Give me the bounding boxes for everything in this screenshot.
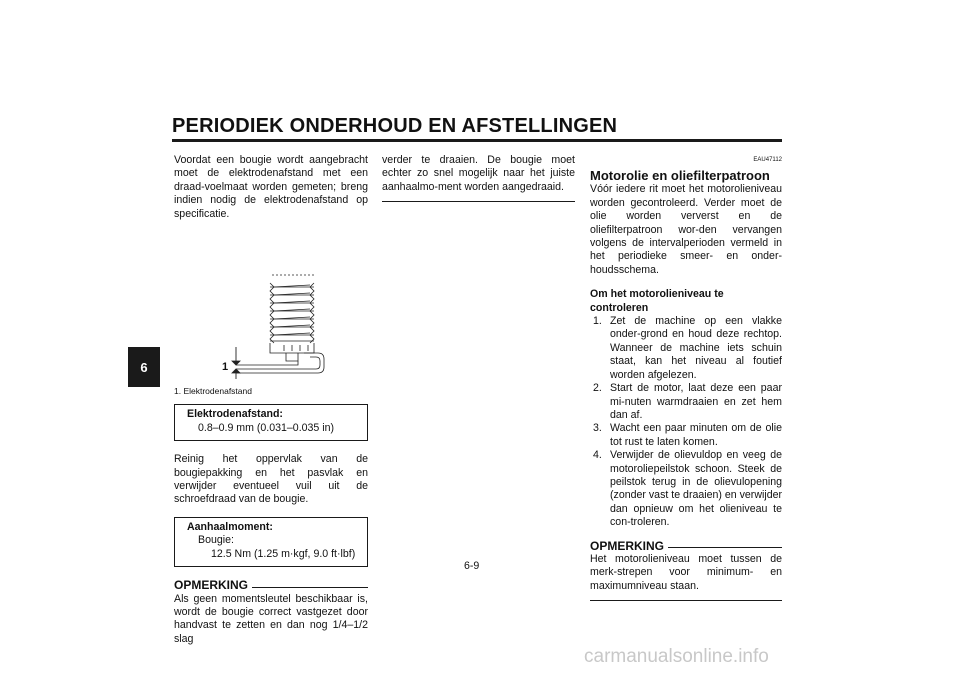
note-text: Als geen momentsleutel beschikbaar is, wordt de bougie correct vastgezet door handvast te zetten en dan nog 1/4–1/2 slag (174, 592, 368, 645)
note-title: OPMERKING (174, 578, 249, 593)
note-end-rule-2 (590, 600, 782, 601)
chapter-tab: 6 (128, 347, 160, 387)
spec-title: Elektrodenafstand: (187, 408, 283, 421)
section-intro: Vóór iedere rit moet het motorolieniveau worden gecontroleerd. Verder moet de olie worden ververst en de oliefilterpatroon wor-den vervangen volgens de intervalperioden vermeld in het periodieke smeer- en onder-houdsschema. (590, 183, 782, 276)
header-rule (172, 139, 782, 142)
spark-plug-gap-illustration (174, 229, 368, 379)
clean-paragraph: Reinig het oppervlak van de bougiepakking en het pasvlak en verwijder eventueel vuil uit de schroefdraad van de bougie. (174, 453, 368, 506)
column-1 (174, 154, 368, 646)
watermark: carmanualsonline.info (584, 646, 769, 667)
list-item: 2. Start de motor, laat deze een paar mi-nuten warmdraaien en zet hem dan af. (593, 382, 782, 421)
gap-spec-box (174, 404, 368, 441)
section-title: Motorolie en oliefilterpatroon (590, 168, 770, 184)
check-subheading: Om het motorolieniveau te controleren (590, 288, 724, 314)
note-heading-2 (590, 540, 782, 553)
note-heading (174, 579, 368, 592)
spark-plug-figure (174, 229, 368, 379)
steps-list (590, 315, 782, 530)
note-continuation: verder te draaien. De bougie moet echter zo snel mogelijk naar het juiste aanhaalmo-ment worden aangedraaid. (382, 154, 575, 193)
figure-label-1: 1 (222, 361, 229, 374)
column-2 (382, 154, 575, 202)
column-3 (590, 154, 782, 601)
list-item: 4. Verwijder de olievuldop en veeg de motoroliepeilstok schoon. Steek de peilstok terug in de olievulopening (zonder vast te draaien) en verwijder dan opnieuw om het olieniveau te con-troleren. (593, 449, 782, 529)
spec-value: 0.8–0.9 mm (0.031–0.035 in) (198, 421, 335, 434)
note-title-2: OPMERKING (590, 538, 665, 553)
page-number: 6-9 (464, 560, 480, 572)
list-item: 3. Wacht een paar minuten om de olie tot rust te laten komen. (593, 422, 782, 448)
torque-title: Aanhaalmoment: (187, 520, 273, 533)
note-end-rule (382, 201, 575, 202)
torque-item: Bougie: (198, 534, 234, 547)
torque-value: 12.5 Nm (1.25 m·kgf, 9.0 ft·lbf) (211, 547, 356, 560)
torque-spec-box (174, 517, 368, 567)
page-title: PERIODIEK ONDERHOUD EN AFSTELLINGEN (172, 115, 618, 137)
note-text-2: Het motorolieniveau moet tussen de merk-strepen voor minimum- en maximumniveau staan. (590, 552, 782, 592)
intro-paragraph: Voordat een bougie wordt aangebracht moet de elektrodenafstand met een draad-voelmaat worden gemeten; breng indien nodig de elektrodenafstand op specificatie. (174, 154, 368, 220)
list-item: 1. Zet de machine op een vlakke onder-grond en houd deze rechtop. Wanneer de machine iets schuin staat, kan het niveau al foutief worden afgelezen. (593, 315, 782, 381)
section-code: EAU47112 (753, 157, 782, 163)
figure-caption: 1. Elektrodenafstand (174, 386, 252, 397)
